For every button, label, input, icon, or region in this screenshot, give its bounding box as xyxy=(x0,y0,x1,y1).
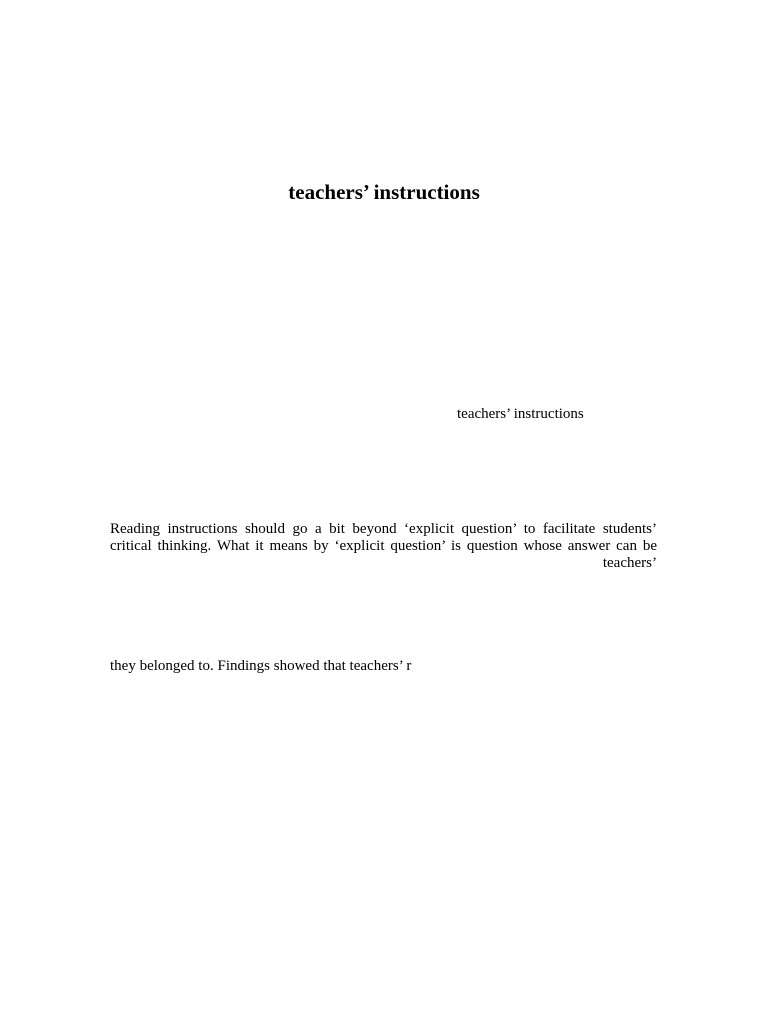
paragraph-line: critical thinking. What it means by ‘explicit question’ is question whose answer can be xyxy=(110,538,657,554)
document-title: teachers’ instructions xyxy=(288,180,480,204)
body-paragraph xyxy=(110,521,657,572)
text-fragment-bottom: they belonged to. Findings showed that teachers’ r xyxy=(110,658,412,674)
text-fragment-right: teachers’ instructions xyxy=(457,406,584,422)
paragraph-line: teachers’ xyxy=(602,555,657,571)
paragraph-line: Reading instructions should go a bit beyond ‘explicit question’ to facilitate students’ xyxy=(110,521,657,537)
